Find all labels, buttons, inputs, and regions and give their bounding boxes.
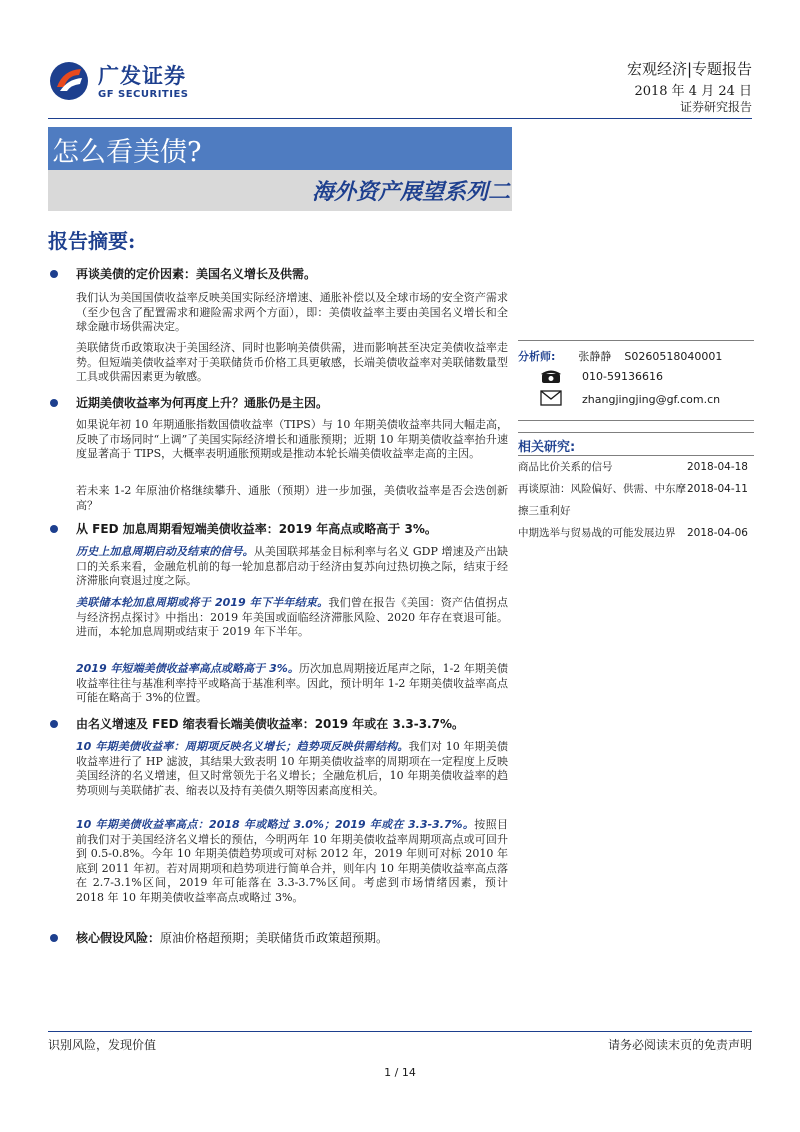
summary-body	[48, 0, 508, 1000]
bullet-dot-icon	[50, 934, 58, 942]
paragraph: 美联储货币政策取决于美国经济、同时也影响美债供需，进而影响甚至决定美债收益率走势。但短端美债收益率对于美联储货币价格工具更敏感，长端美债收益率对美联储数量型工具或供需因素更为敏感。	[76, 341, 508, 384]
section-bullet: 由名义增速及 FED 缩表看长端美债收益率：2019 年或在 3.3-3.7%。	[48, 716, 464, 732]
summary-heading: 报告摘要:	[48, 229, 136, 253]
logo-english-text: GF SECURITIES	[98, 89, 189, 100]
related-research-item[interactable]: 商品比价关系的信号 2018-04-18	[518, 461, 748, 473]
report-category: 证券研究报告	[679, 100, 752, 114]
report-date: 2018 年 4 月 24 日	[634, 84, 752, 99]
related-research-heading: 相关研究:	[518, 440, 576, 455]
bullet-dot-icon	[50, 270, 58, 278]
section-bullet: 再谈美债的定价因素：美国名义增长及供需。	[48, 266, 316, 282]
paragraph: 10 年期美债收益率：周期项反映名义增长；趋势项反映供需结构。我们对 10 年期美债收益率进行了 HP 滤波，其结果大致表明 10 年期美债收益率的周期项在一定程度上反映美国经济的名义增速，但又时常领先于名义增长；全融危机后，10 年期美债收益率的趋势项则与美联储扩表、缩表以及持有美债久期等因素高度相关。	[76, 740, 508, 797]
section-bullet: 核心假设风险：原油价格超预期；美联储货币政策超预期。	[48, 930, 388, 946]
logo-chinese-text: 广发证券	[98, 64, 186, 88]
footer-slogan: 识别风险，发现价值	[48, 1038, 157, 1052]
bullet-dot-icon	[50, 525, 58, 533]
section-bullet: 近期美债收益率为何再度上升？通胀仍是主因。	[48, 395, 328, 411]
analyst-email[interactable]: zhangjingjing@gf.com.cn	[582, 393, 721, 406]
sidebar-divider	[518, 432, 754, 433]
paragraph: 历史上加息周期启动及结束的信号。从美国联邦基金目标利率与名义 GDP 增速及产出缺口的关系来看，金融危机前的每一轮加息都启动于经济由复苏向过热切换之际，结束于经济滞胀向衰退过度之际。	[76, 545, 509, 588]
page-subtitle: 海外资产展望系列二	[311, 179, 510, 205]
analyst-name: 张静静	[578, 350, 612, 363]
paragraph: 如果说年初 10 年期通胀指数国债收益率（TIPS）与 10 年期美债收益率共同大幅走高，反映了市场同时“上调”了美国实际经济增长和通胀预期；近期 10 年期美债收益率抬升速度显著高于 TIPS，大概率表明通胀预期或是推动本轮长端美债收益率走高的主因。	[76, 418, 508, 461]
analyst-name-row	[518, 348, 722, 364]
sidebar-divider	[518, 420, 754, 421]
analyst-label: 分析师:	[518, 350, 556, 363]
bullet-dot-icon	[50, 399, 58, 407]
analyst-block	[518, 340, 754, 420]
paragraph: 我们认为美国国债收益率反映美国实际经济增速、通胀补偿以及全球市场的安全资产需求（至少包含了配置需求和避险需求两个方面），即：美债收益率主要由美国名义增长和全球金融市场供需决定。	[76, 291, 508, 334]
analyst-cert-number: S0260518040001	[624, 350, 723, 363]
footer-divider	[48, 1031, 752, 1032]
analyst-phone: 010-59136616	[582, 370, 663, 383]
paragraph: 2019 年短端美债收益率高点或略高于 3%。历次加息周期接近尾声之际，1-2 年期美债收益率往往与基准利率持平或略高于基准利率。因此，预计明年 1-2 年期美债收益率高点可能在略高于 3%的位置。	[76, 662, 508, 705]
section-bullet: 从 FED 加息周期看短端美债收益率：2019 年高点或略高于 3%。	[48, 521, 437, 537]
page-title: 怎么看美债?	[52, 137, 202, 168]
envelope-icon	[540, 390, 562, 406]
phone-icon	[540, 368, 562, 384]
paragraph: 美联储本轮加息周期或将于 2019 年下半年结束。我们曾在报告《美国：资产估值拐点与经济拐点探讨》中指出：2019 年美国或面临经济滞胀风险、2020 年存在衰退可能。进而，本轮加息周期或结束于 2019 年下半年。	[76, 596, 508, 639]
report-type: 宏观经济|专题报告	[626, 60, 752, 78]
related-research-item[interactable]: 再谈原油：风险偏好、供需、中东摩擦三重利好 2018-04-11	[518, 483, 748, 517]
paragraph: 若未来 1-2 年原油价格继续攀升、通胀（预期）进一步加强，美债收益率是否会迭创新高？	[76, 484, 508, 512]
related-research-item[interactable]: 中期选举与贸易战的可能发展边界 2018-04-06	[518, 527, 748, 539]
footer-disclaimer-note: 请务必阅读末页的免责声明	[607, 1038, 752, 1052]
page-number: 1 / 14	[384, 1066, 416, 1079]
paragraph: 10 年期美债收益率高点：2018 年或略过 3.0%；2019 年或在 3.3-3.7%。按照目前我们对于美国经济名义增长的预估，今明两年 10 年期美债收益率周期项高点或可回升到 0.5-0.8%。今年 10 年期美债趋势项或可对标 2012 年，2019 年则可对标 2010 年底到 2011 年初。若对周期项和趋势项进行简单合并，则年内 10 年期美债收益率高点落在 2.7-3.1%区间，2019 年可能落在 3.3-3.7%区间。考虑到市场情绪因素，预计 2018 年 10 年期美债收益率高点或略过 3%。	[76, 818, 508, 904]
bullet-dot-icon	[50, 720, 58, 728]
related-research-list	[518, 456, 754, 576]
